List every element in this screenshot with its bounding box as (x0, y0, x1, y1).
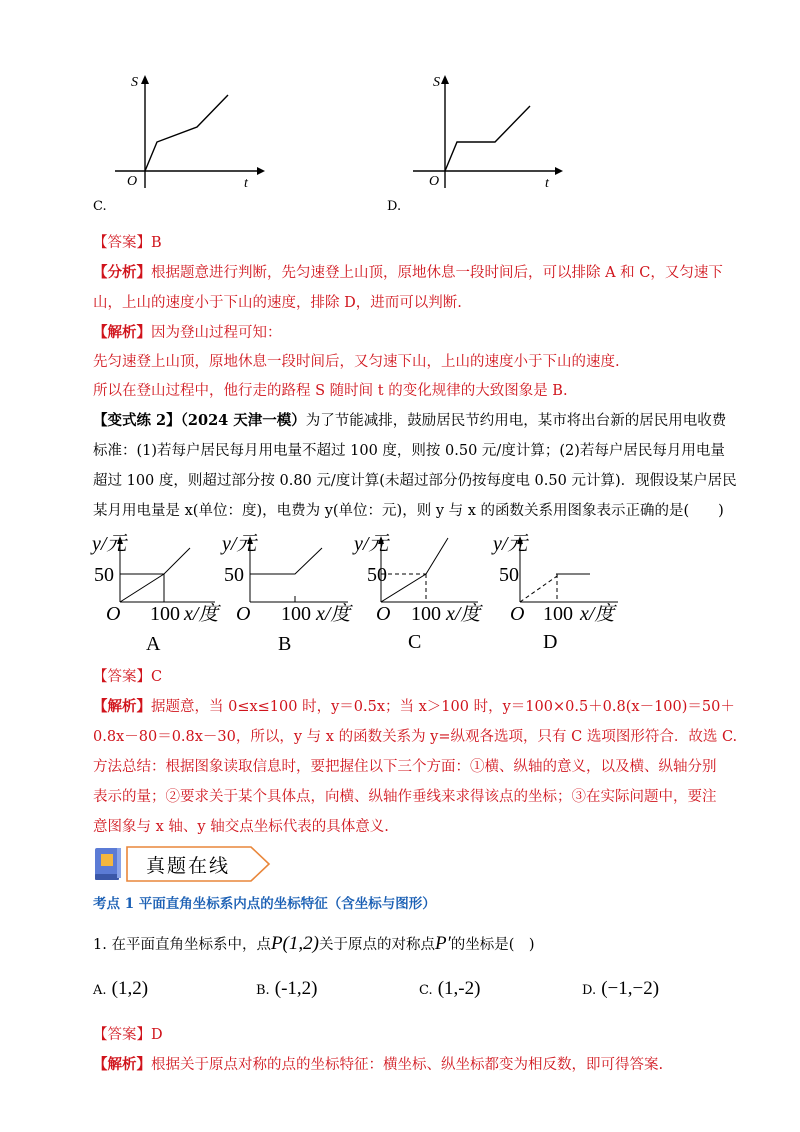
q2-stem-line4: 某月用电量是 x(单位：度)，电费为 y(单位：元)，则 y 与 x 的函数关系用图象表示正确的是( ) (93, 503, 724, 519)
graph-c (105, 70, 265, 190)
hundred-label: 100 (543, 603, 573, 625)
s-axis-label: S (433, 75, 440, 90)
q1-solution-line3: 所以在登山过程中，他行走的路程 S 随时间 t 的变化规律的大致图象是 B. (93, 383, 568, 399)
origin-label: O (236, 603, 251, 625)
fifty-label: 50 (367, 564, 387, 586)
q1-analysis-line2: 山，上山的速度小于下山的速度，排除 D，进而可以判断. (93, 295, 462, 311)
fifty-label: 50 (224, 564, 244, 586)
book-icon (93, 846, 123, 882)
origin-label: O (510, 603, 525, 625)
q2-stem-line1: 【变式练 2】（2024 天津一模）为了节能减排，鼓励居民节约用电，某市将出台新的居民用电收费 (93, 412, 727, 429)
q2-graph-d (491, 533, 618, 653)
q3-solution: 【解析】根据关于原点对称的点的坐标特征：横坐标、纵坐标都变为相反数，即可得答案. (93, 1056, 664, 1073)
y-label: y/元 (493, 533, 528, 555)
graph-d-label: D. (387, 199, 402, 214)
point-p: P(1,2) (270, 933, 319, 954)
kaodian-heading: 考点 1 平面直角坐标系内点的坐标特征（含坐标与图形） (93, 896, 436, 912)
q2-stem-line3: 超过 100 度，则超过部分按 0.80 元/度计算(未超过部分仍按每度电 0.50 元计算)．现假设某户居民 (93, 473, 737, 489)
s-axis-label: S (131, 75, 138, 90)
q3-option-b: B. (-1,2) (256, 978, 318, 999)
fifty-label: 50 (94, 564, 114, 586)
q2-method-line2: 表示的量；②要求关于某个具体点，向横、纵轴作垂线来求得该点的坐标；③在实际问题中，要注 (93, 789, 717, 805)
origin-label: O (376, 603, 391, 625)
y-label: y/元 (92, 533, 127, 555)
x-label: x/度 (446, 603, 481, 625)
t-axis-label: t (545, 176, 549, 190)
x-label: x/度 (184, 603, 219, 625)
q2-stem-line2: 标准：(1)若每户居民每月用电量不超过 100 度，则按 0.50 元/度计算；(2)若每户居民每月用电量 (93, 443, 725, 459)
origin-label: O (106, 603, 121, 625)
fifty-label: 50 (499, 564, 519, 586)
q1-analysis-line1: 【分析】根据题意进行判断，先匀速登上山顶，原地休息一段时间后，可以排除 A 和 C，又匀速下 (93, 264, 723, 281)
q3-option-a: A. (1,2) (93, 978, 149, 999)
q3-stem: 1. 在平面直角坐标系中，点P(1,2)关于原点的对称点P′的坐标是( ) (93, 933, 535, 954)
graph-letter: D (543, 631, 558, 653)
graph-d (405, 70, 565, 190)
graph-letter: C (408, 631, 422, 653)
origin-label: O (127, 174, 138, 189)
hundred-label: 100 (411, 603, 441, 625)
y-label: y/元 (222, 533, 257, 555)
q2-method-line3: 意图象与 x 轴、y 轴交点坐标代表的具体意义. (93, 819, 389, 835)
q3-answer: 【答案】D (93, 1027, 163, 1043)
graph-letter: A (146, 633, 161, 655)
section-title: 真题在线 (146, 855, 231, 877)
q3-option-c: C. (1,-2) (419, 978, 481, 999)
point-p-prime: P′ (434, 933, 451, 954)
q2-graph-a (90, 533, 221, 655)
t-axis-label: t (244, 176, 248, 190)
hundred-label: 100 (281, 603, 311, 625)
hundred-label: 100 (150, 603, 180, 625)
q2-method-line1: 方法总结：根据图象读取信息时，要把握住以下三个方面：①横、纵轴的意义，以及横、纵轴分别 (93, 759, 717, 775)
q2-graph-c (352, 533, 483, 653)
q2-graphs (90, 530, 630, 660)
q3-option-d: D. (−1,−2) (582, 978, 660, 999)
q2-graph-b (220, 533, 353, 655)
graph-c-label: C. (93, 199, 107, 214)
q1-solution-line1: 【解析】因为登山过程可知： (93, 324, 282, 341)
graph-letter: B (278, 633, 292, 655)
q2-solution-line1: 【解析】据题意，当 0≤x≤100 时，y＝0.5x；当 x＞100 时，y＝100×0.5＋0.8(x－100)＝50＋ (93, 698, 735, 715)
origin-label: O (429, 174, 440, 189)
y-label: y/元 (354, 533, 389, 555)
q1-solution-line2: 先匀速登上山顶，原地休息一段时间后，又匀速下山，上山的速度小于下山的速度. (93, 354, 620, 370)
q2-answer: 【答案】C (93, 669, 163, 685)
x-label: x/度 (580, 603, 615, 625)
q2-solution-line2: 0.8x－80＝0.8x－30，所以，y 与 x 的函数关系为 y=纵观各选项，只有 C 选项图形符合．故选 C. (93, 729, 738, 745)
q1-answer: 【答案】B (93, 235, 162, 251)
x-label: x/度 (316, 603, 351, 625)
